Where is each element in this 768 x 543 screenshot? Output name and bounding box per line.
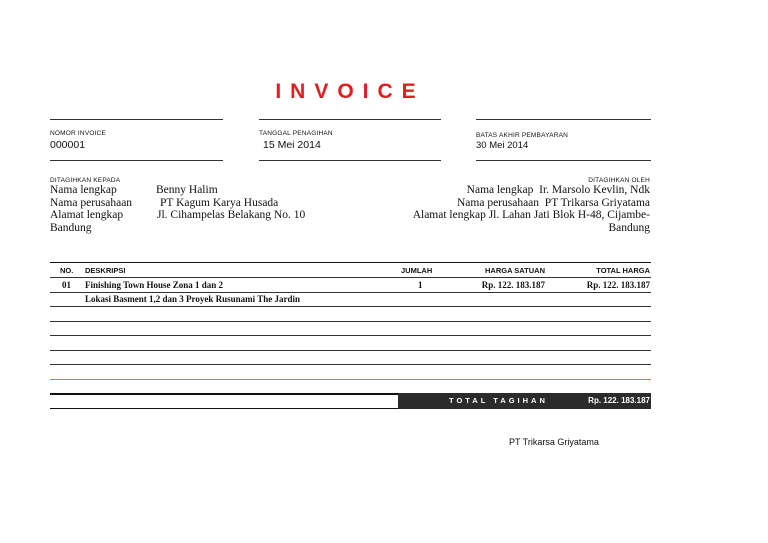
row-quantity: 1 bbox=[418, 280, 423, 290]
row-border bbox=[50, 364, 651, 365]
total-left-bar-bottom bbox=[50, 408, 398, 409]
bill-to-block bbox=[50, 184, 305, 234]
row-description: Finishing Town House Zona 1 dan 2 bbox=[85, 280, 224, 290]
table-header-border bbox=[50, 277, 651, 278]
due-date: 30 Mei 2014 bbox=[476, 140, 529, 151]
row-border bbox=[50, 335, 651, 336]
divider bbox=[476, 160, 651, 161]
bill-from-company: PT Trikarsa Griyatama bbox=[544, 196, 650, 209]
col-header-no: NO. bbox=[60, 266, 74, 275]
divider bbox=[476, 119, 651, 120]
divider bbox=[50, 160, 223, 161]
bill-to-name: Benny Halim bbox=[156, 184, 218, 196]
invoice-date: 15 Mei 2014 bbox=[263, 139, 321, 151]
divider bbox=[259, 160, 441, 161]
invoice-title: INVOICE bbox=[275, 80, 425, 103]
total-label: TOTAL TAGIHAN bbox=[449, 396, 548, 405]
bill-from-block bbox=[330, 184, 650, 234]
divider bbox=[259, 119, 441, 120]
row-no: 01 bbox=[62, 280, 71, 290]
row-unit-price: Rp. 122. 183.187 bbox=[481, 280, 545, 290]
bill-from-heading: DITAGIHKAN OLEH bbox=[588, 177, 650, 184]
bill-to-heading: DITAGIHKAN KEPADA bbox=[50, 177, 121, 184]
bill-to-city: Bandung bbox=[50, 221, 92, 234]
invoice-number-label: NOMOR INVOICE bbox=[50, 130, 107, 137]
row-description: Lokasi Basment 1,2 dan 3 Proyek Rusunami The Jardin bbox=[85, 294, 300, 304]
total-value: Rp. 122. 183.187 bbox=[588, 396, 650, 405]
accent-line bbox=[50, 379, 651, 380]
col-header-description: DESKRIPSI bbox=[85, 266, 126, 275]
divider bbox=[50, 119, 223, 120]
table-top-border bbox=[50, 262, 651, 263]
row-border bbox=[50, 292, 651, 293]
bill-from-company-label: Nama perusahaan bbox=[456, 196, 540, 209]
row-border bbox=[50, 306, 651, 307]
bill-from-address: Jl. Lahan Jati Blok H-48, Cijambe- bbox=[488, 209, 650, 221]
total-left-bar bbox=[50, 393, 398, 395]
invoice-number: 000001 bbox=[50, 139, 86, 151]
bill-to-address: Jl. Cihampelas Belakang No. 10 bbox=[157, 209, 306, 221]
invoice-date-label: TANGGAL PENAGIHAN bbox=[259, 130, 333, 137]
bill-from-name: Ir. Marsolo Kevlin, Ndk bbox=[539, 184, 650, 196]
row-border bbox=[50, 321, 651, 322]
col-header-unit-price: HARGA SATUAN bbox=[485, 266, 545, 275]
bill-to-address-label: Alamat lengkap bbox=[50, 209, 124, 221]
bill-to-company: PT Kagum Karya Husada bbox=[160, 196, 279, 209]
row-total-price: Rp. 122. 183.187 bbox=[586, 280, 650, 290]
signature-company: PT Trikarsa Griyatama bbox=[509, 437, 599, 447]
col-header-quantity: JUMLAH bbox=[401, 266, 433, 275]
bill-to-name-label: Nama lengkap bbox=[50, 184, 117, 196]
due-date-label: BATAS AKHIR PEMBAYARAN bbox=[476, 132, 569, 139]
bill-from-name-label: Nama lengkap bbox=[466, 184, 534, 196]
bill-from-address-label: Alamat lengkap bbox=[412, 209, 486, 221]
bill-from-city: Bandung bbox=[608, 221, 650, 234]
col-header-total-price: TOTAL HARGA bbox=[596, 266, 650, 275]
bill-to-company-label: Nama perusahaan bbox=[50, 196, 133, 209]
row-border bbox=[50, 350, 651, 351]
